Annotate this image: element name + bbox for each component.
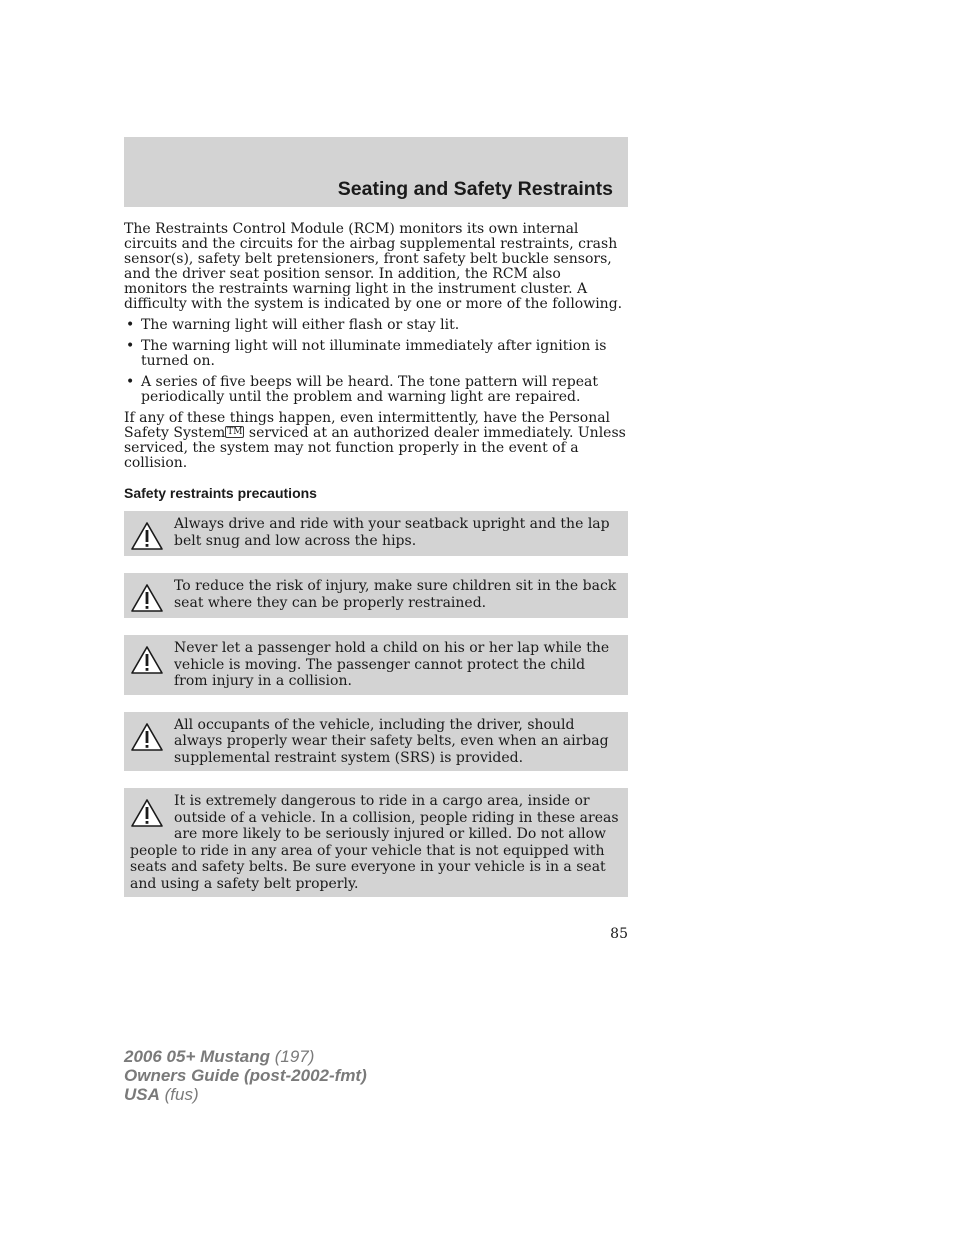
page-content — [124, 222, 628, 914]
bullet-icon: • — [126, 338, 135, 354]
warning-text: All occupants of the vehicle, including the driver, should always properly wear their safety belts, even when an airbag supplemental restraint system (SRS) is provided. — [174, 716, 609, 766]
warning-text: Never let a passenger hold a child on his or her lap while the vehicle is moving. The passenger cannot protect the child from injury in a collision. — [174, 640, 610, 689]
symptom-list — [124, 318, 628, 405]
subsection-heading: Safety restraints precautions — [124, 485, 317, 501]
footer-line: 2006 05+ Mustang (197) — [124, 1047, 315, 1066]
section-title: Seating and Safety Restraints — [337, 178, 613, 200]
warning-triangle-icon — [130, 521, 164, 551]
trademark-mark: TM — [227, 427, 243, 437]
footer-line: Owners Guide (post-2002-fmt) — [124, 1066, 367, 1085]
warning-triangle-icon — [130, 722, 164, 752]
warning-triangle-icon — [130, 798, 164, 828]
list-item: • A series of five beeps will be heard. The tone pattern will repeat periodically until the problem and warning light are repaired. — [126, 374, 599, 405]
warning-triangle-icon — [130, 583, 164, 613]
warning-box — [124, 573, 628, 618]
warning-box — [124, 788, 628, 897]
intro-paragraph: The Restraints Control Module (RCM) monitors its own internal circuits and the circuits for the airbag supplemental restraints, crash sensor(s), safety belt pretensioners, front safety belt buckle sensors, and the driver seat position sensor. In addition, the RCM also monitors the restraints warning light in the instrument cluster. A difficulty with the system is indicated by one or more of the following. — [124, 221, 623, 312]
warning-box — [124, 511, 628, 556]
page-number: 85 — [610, 926, 628, 942]
warning-box — [124, 635, 628, 695]
warning-text: Always drive and ride with your seatback upright and the lap belt snug and low across the hips. — [174, 516, 610, 549]
service-paragraph: If any of these things happen, even intermittently, have the Personal Safety System ™ serviced at an authorized dealer immediately. Unless serviced, the system may not function properly in the event of a collision. — [124, 410, 626, 471]
warning-triangle-icon — [130, 645, 164, 675]
list-item: • The warning light will either flash or stay lit. — [126, 317, 460, 333]
document-footer — [124, 1047, 367, 1104]
bullet-icon: • — [126, 374, 135, 390]
warning-box — [124, 712, 628, 772]
section-header-band — [124, 137, 628, 207]
warning-text: It is extremely dangerous to ride in a cargo area, inside or outside of a vehicle. In a collision, people riding in these areas are more likely to be seriously injured or killed. Do not allow people to ride in any area of your vehicle that is not equipped with seats and safety belts. Be sure everyone in your vehicle is in a seat and using a safety belt properly. — [130, 793, 619, 892]
footer-line: USA (fus) — [124, 1085, 199, 1104]
list-item: • The warning light will not illuminate immediately after ignition is turned on. — [126, 338, 607, 369]
bullet-icon: • — [126, 317, 135, 333]
warning-text: To reduce the risk of injury, make sure children sit in the back seat where they can be properly restrained. — [174, 578, 617, 611]
